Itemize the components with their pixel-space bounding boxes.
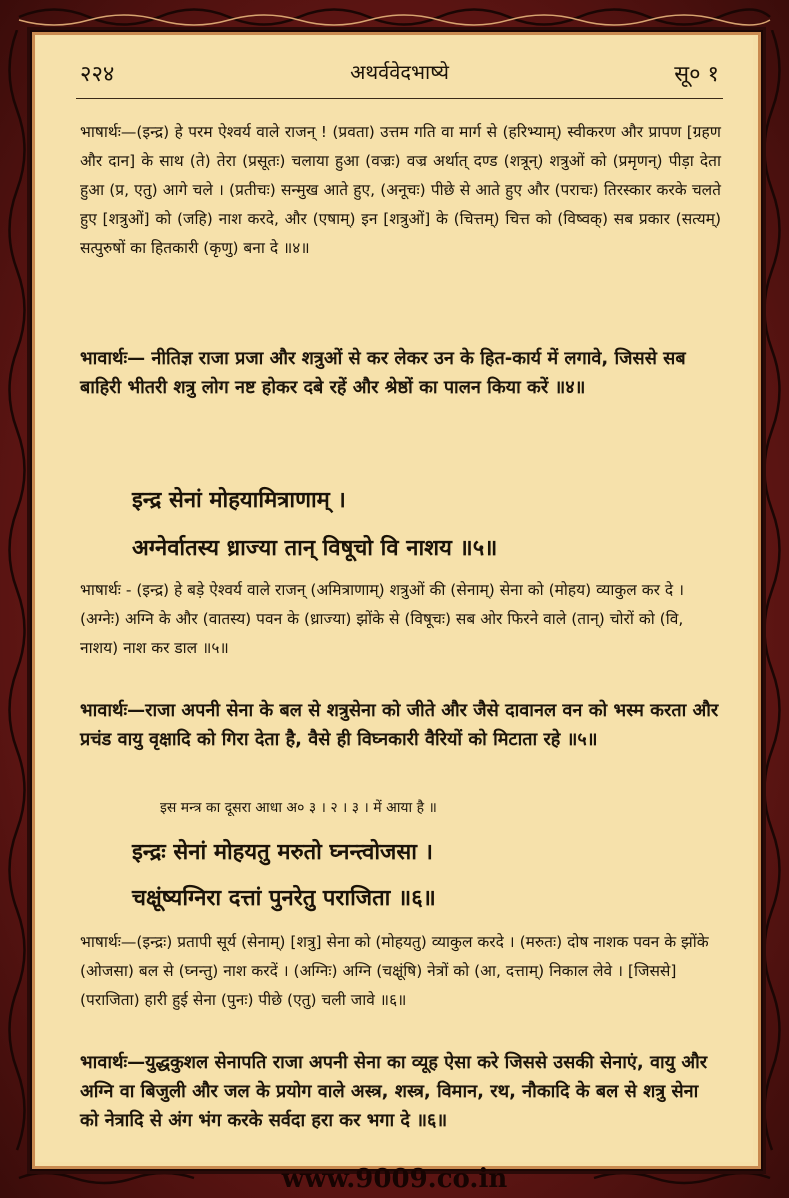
top-ornament xyxy=(14,6,775,28)
page-number: २२४ xyxy=(80,62,115,87)
mantra-6-line-1: इन्द्रः सेनां मोहयतु मरुतो घ्नन्त्वोजसा । xyxy=(132,839,433,865)
sukta-label: सू० १ xyxy=(674,62,719,87)
page-title: अथर्ववेदभाष्ये xyxy=(350,60,449,84)
header-rule xyxy=(76,98,723,99)
mantra-6-line-2: चक्षूंष्यग्निरा दत्तां पुनरेतु पराजिता ॥६॥ xyxy=(132,885,436,911)
reference-note: इस मन्त्र का दूसरा आधा अ० ३ । २ । ३ । में आया है ॥ xyxy=(160,800,437,816)
left-ornament xyxy=(6,30,28,1170)
bhavartha-6: भावार्थः—युद्धकुशल सेनापति राजा अपनी सेना का व्यूह ऐसा करे जिससे उसकी सेनाएं, वायु और अग्नि वा बिजुली और जल के प्रयोग वाले अस्त्र, शस्त्र, विमान, रथ, नौकादि के बल से शत्रु सेना को नेत्रादि से अंग भंग करके सर्वदा हरा कर भगा दे ॥६॥ xyxy=(80,1052,708,1131)
bhashartha-4: भाषार्थः—(इन्द्र) हे परम ऐश्वर्य वाले राजन् ! (प्रवता) उत्तम गति वा मार्ग से (हरिभ्याम्) स्वीकरण और प्रापण [ग्रहण और दान] के साथ (ते) तेरा (प्रसूतः) चलाया हुआ (वज्रः) वज्र अर्थात् दण्ड (शत्रून्) शत्रुओं को (प्रमृणन्) पीड़ा देता हुआ (प्र, एतु) आगे चले । (प्रतीचः) सन्मुख आते हुए, (अनूचः) पीछे से आते हुए और (पराचः) तिरस्कार करके चलते हुए [शत्रुओं] को (जहि) नाश करदे, और (एषाम्) इन [शत्रुओं] के (चित्तम्) चित्त को (विष्वक्) सब प्रकार (सत्यम्) सत्पुरुषों का हितकारी (कृणु) बना दे ॥४॥ xyxy=(80,123,721,257)
bhashartha-5: भाषार्थः - (इन्द्र) हे बड़े ऐश्वर्य वाले राजन् (अमित्राणाम्) शत्रुओं की (सेनाम्) सेना को (मोहय) व्याकुल कर दे । (अग्नेः) अग्नि के और (वातस्य) पवन के (ध्राज्या) झोंके से (विषूचः) सब ओर फिरने वाले (तान्) चोरों को (वि, नाशय) नाश कर डाल ॥५॥ xyxy=(80,581,684,657)
mantra-5-line-1: इन्द्र सेनां मोहयामित्राणाम् । xyxy=(132,487,346,513)
bhavartha-5: भावार्थः—राजा अपनी सेना के बल से शत्रुसेना को जीते और जैसे दावानल वन को भस्म करता और प्रचंड वायु वृक्षादि को गिरा देता है, वैसे ही विघ्नकारी वैरियों को मिटाता रहे ॥५॥ xyxy=(80,700,719,750)
page-header xyxy=(80,58,719,94)
footer-url[interactable]: www.9009.co.in xyxy=(281,1164,508,1194)
bhashartha-6: भाषार्थः—(इन्द्रः) प्रतापी सूर्य (सेनाम्) [शत्रु] सेना को (मोहयतु) व्याकुल करदे । (मरुतः) दोष नाशक पवन के झोंके (ओजसा) बल से (घ्नन्तु) नाश करदें । (अग्निः) अग्नि (चक्षूंषि) नेत्रों को (आ, दत्ताम्) निकाल लेवे । [जिससे] (पराजिता) हारी हुई सेना (पुनः) पीछे (एतु) चली जावे ॥६॥ xyxy=(80,933,709,1009)
mantra-5-line-2: अग्नेर्वातस्य ध्राज्या तान् विषूचो वि नाशय ॥५॥ xyxy=(132,535,498,561)
right-ornament xyxy=(761,30,783,1170)
bhavartha-4: भावार्थः— नीतिज्ञ राजा प्रजा और शत्रुओं से कर लेकर उन के हित-कार्य में लगावे, जिससे सब बाहिरी भीतरी शत्रु लोग नष्ट होकर दबे रहें और श्रेष्ठों का पालन किया करें ॥४॥ xyxy=(80,348,686,398)
page xyxy=(36,36,753,1162)
